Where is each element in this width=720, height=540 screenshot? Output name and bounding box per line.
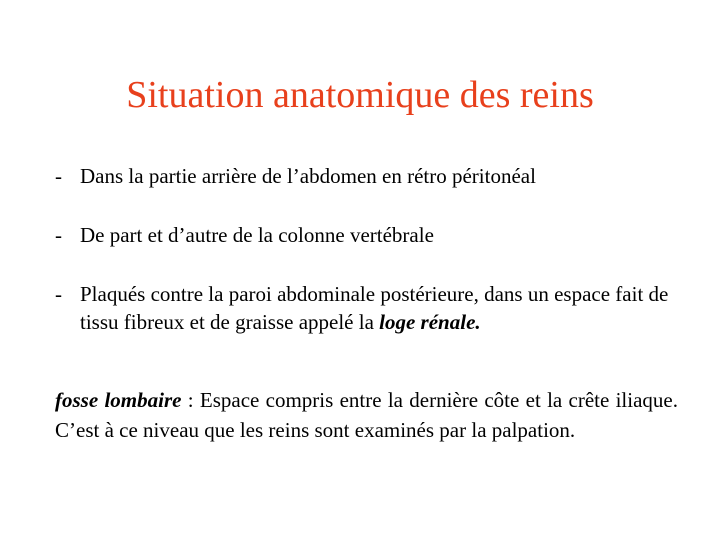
bullet-item [55,221,695,249]
bullet-emphasis: loge rénale. [379,310,481,334]
bullet-item [55,162,695,190]
definition-text: : Espace compris entre la dernière côte et la crête iliaque. C’est à ce niveau que les reins sont examinés par la palpation. [55,388,678,442]
definition-paragraph [55,385,678,445]
bullet-item [55,280,695,336]
bullet-list [55,162,695,367]
slide-title: Situation anatomique des reins [126,74,594,116]
bullet-text: Dans la partie arrière de l’abdomen en rétro péritonéal [80,164,536,188]
bullet-marker: - [55,164,62,188]
definition-term: fosse lombaire [55,388,182,412]
bullet-marker: - [55,282,62,306]
bullet-marker: - [55,223,62,247]
bullet-text: De part et d’autre de la colonne vertébrale [80,223,434,247]
bullet-text: Plaqués contre la paroi abdominale postérieure, dans un espace fait de tissu fibreux et de graisse appelé la [80,282,669,334]
